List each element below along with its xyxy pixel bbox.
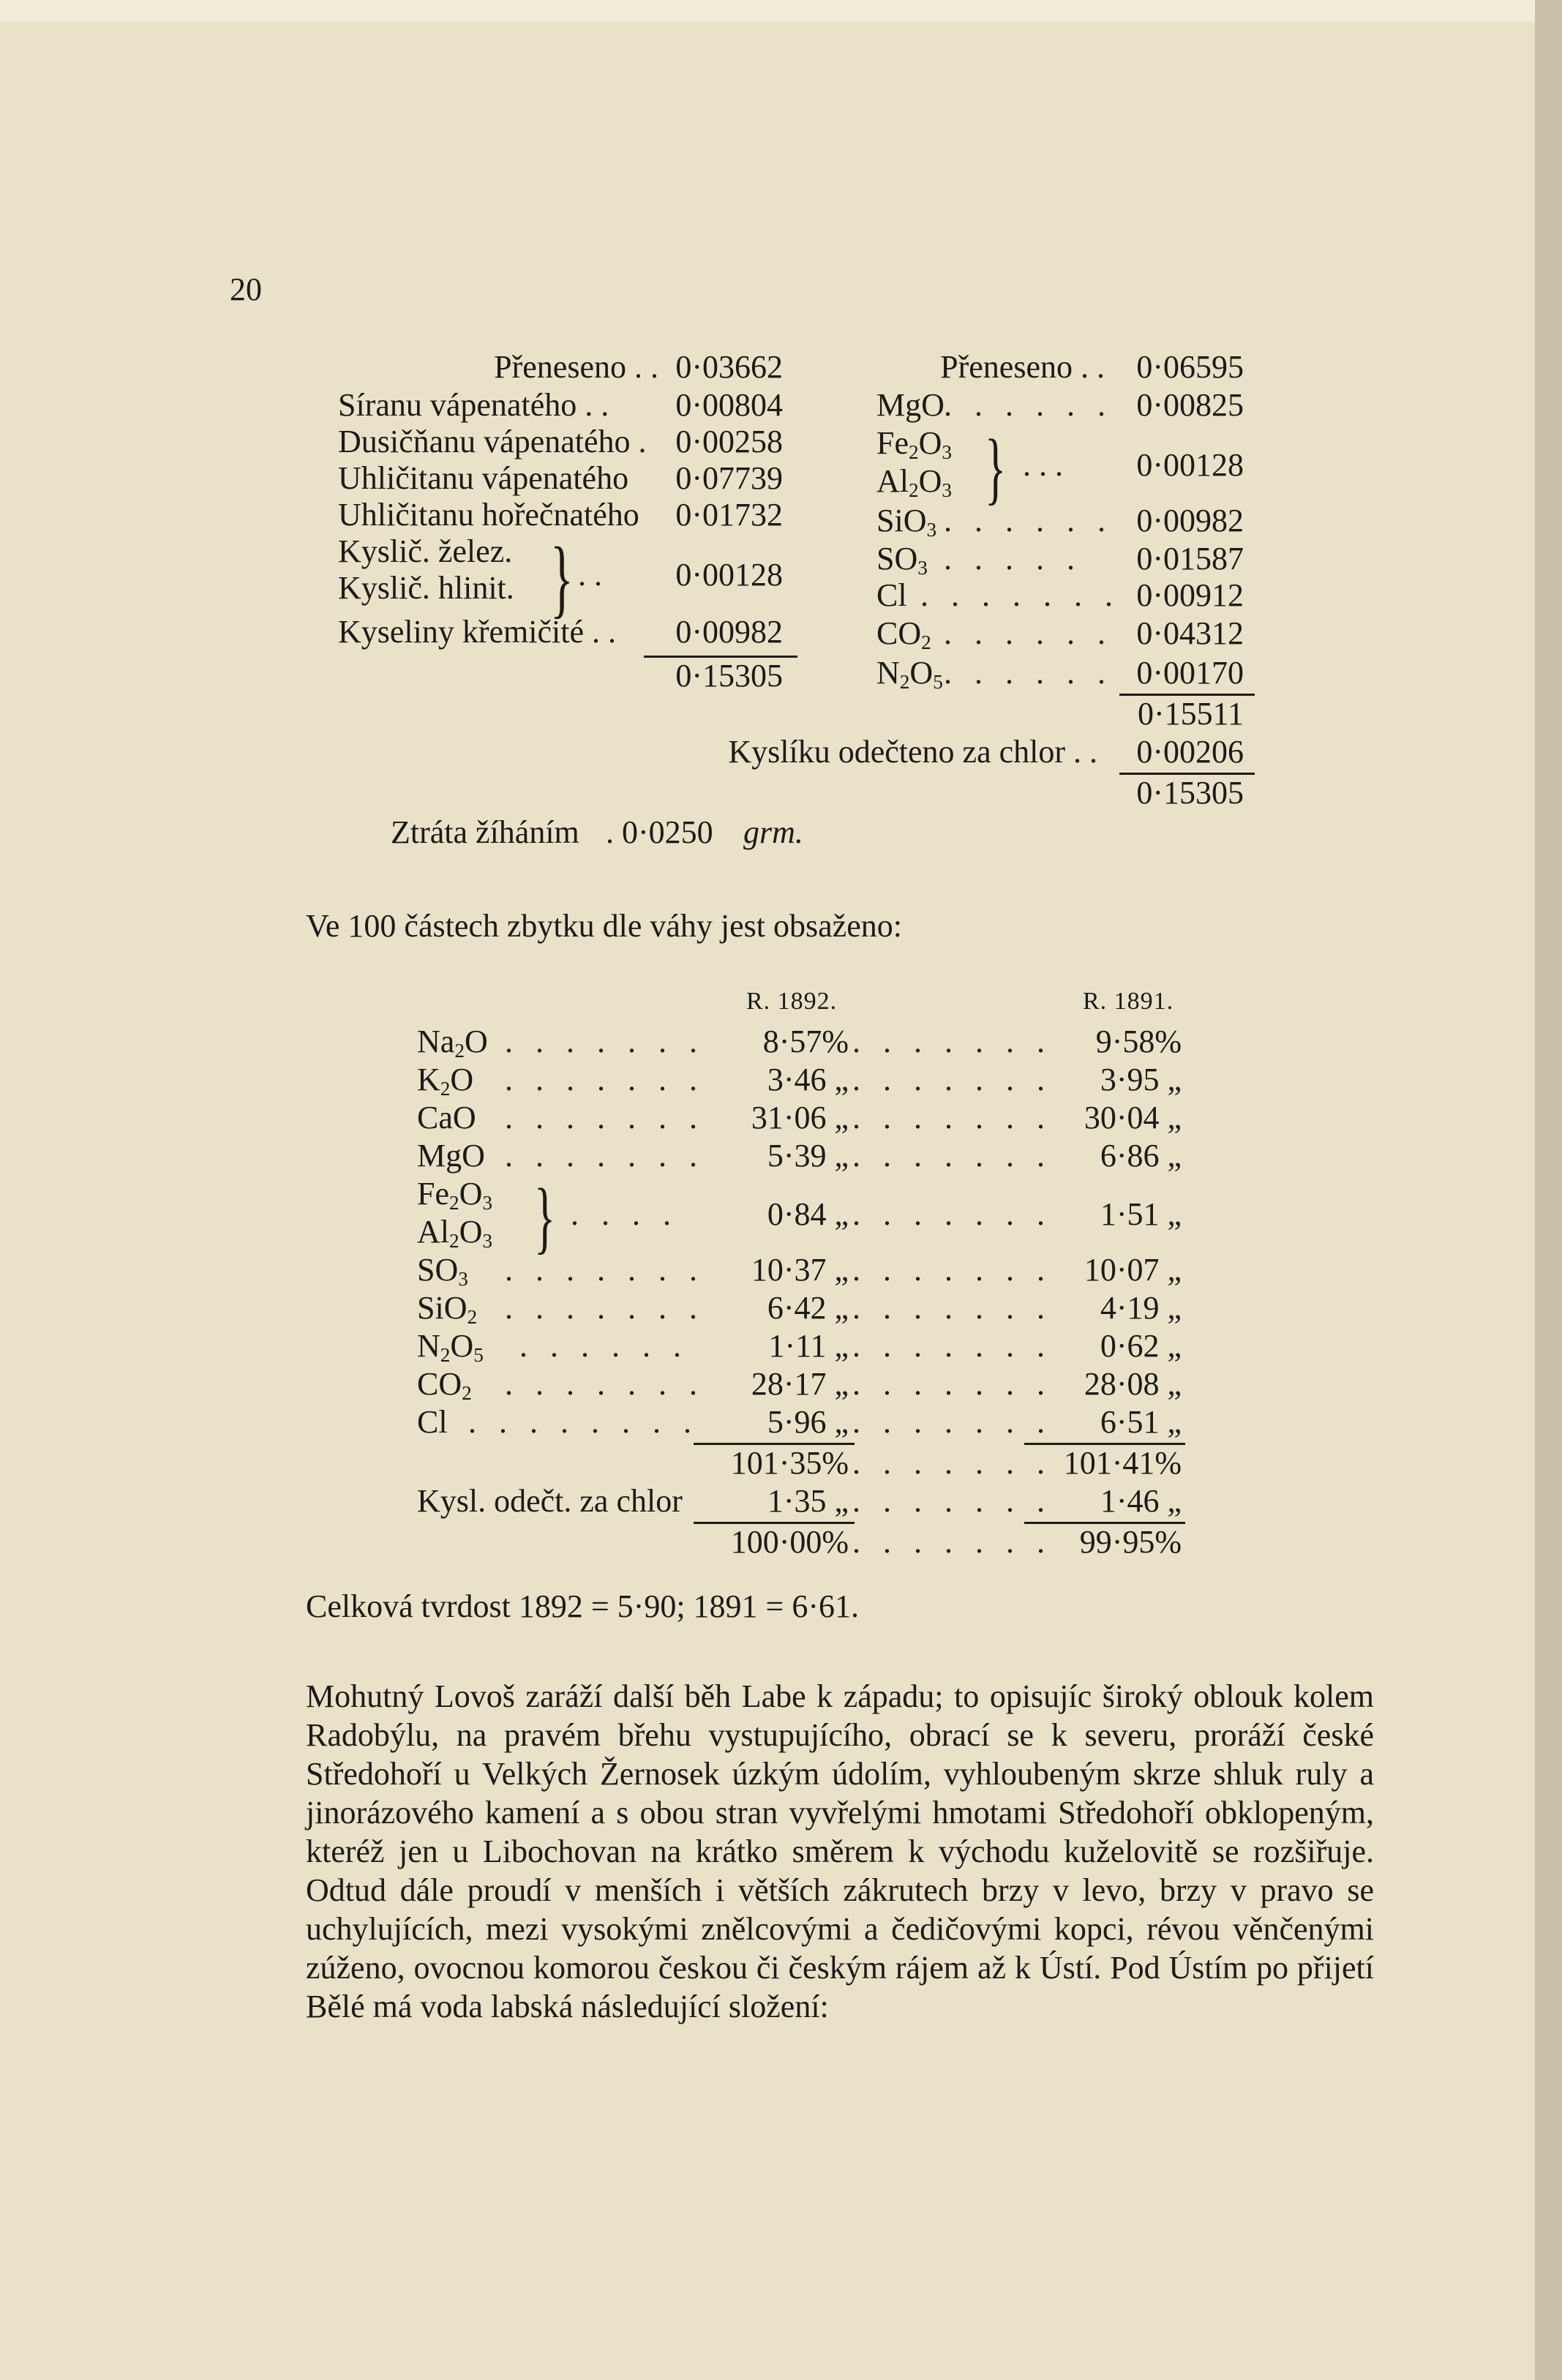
leader-dots: . . . . . . . bbox=[852, 1196, 1052, 1232]
right-row-label: Přeneseno . . bbox=[940, 349, 1105, 385]
scan-border-right bbox=[1535, 0, 1562, 2380]
page-number: 20 bbox=[230, 271, 262, 307]
total-1892: 100·00% bbox=[730, 1524, 849, 1560]
left-row-label: Síranu vápenatého . . bbox=[338, 387, 609, 423]
right-row-formula: $Al_2O_3$ bbox=[876, 463, 953, 501]
right-subtotal: 0·15511 bbox=[1137, 696, 1244, 732]
formula-element: N bbox=[876, 655, 900, 691]
body-paragraph: Mohutný Lovoš zaráží další běh Labe k západu; to opisujíc široký oblouk kolem Radobýlu, na pravém břehu vystupujícího, obrací se k severu, proráží české Středohoří u Velkých Žernosek úzkým údolím, vyhloubeným skrze shluk ruly a jinorázového kamení a s obou stran vyvřelými hmotami Středohoří obklopeným, kteréž jen u Libochovan na krátko směrem k východu kuželovitě se rozšiřuje. Odtud dále proudí v menších i větších zákrutech brzy v levo, brzy v pravo se uchylujících, mezi vysokými znělcovými a čedičovými kopci, révou věnčenými zúženo, ovocnou komorou českou či českým rájem až k Ústí. Pod Ústím po přijetí Bělé má voda labská následující složení: bbox=[306, 1678, 1374, 2024]
right-row-dots: . . . . . . bbox=[944, 655, 1113, 691]
right-row-formula: $CO_2$ bbox=[876, 615, 931, 653]
left-row-label: Přeneseno . . bbox=[494, 349, 658, 385]
value-1891: 10·07 „ bbox=[1084, 1252, 1182, 1288]
oxygen-label: Kyslíku odečteno za chlor . . bbox=[728, 734, 1097, 770]
leader-dots: . . . . . . . bbox=[852, 1062, 1052, 1097]
left-row-label: Kyslič. hlinit. bbox=[338, 570, 514, 606]
leader-dots: . . . . . . . bbox=[505, 1366, 705, 1402]
scan-border-top bbox=[0, 0, 1562, 22]
value-1892: 6·42 „ bbox=[767, 1290, 849, 1326]
right-row-value: 0·01587 bbox=[1136, 541, 1244, 577]
value-1891: 28·08 „ bbox=[1084, 1366, 1182, 1402]
right-row-label: MgO bbox=[876, 387, 945, 423]
formula-label: $SO_3$ bbox=[417, 1252, 468, 1290]
left-row-value: 0·00258 bbox=[675, 424, 783, 459]
leader-dots: . . . . . . . bbox=[505, 1138, 705, 1174]
right-row-dots: . . . . . . bbox=[944, 387, 1113, 423]
left-row-value: 0·03662 bbox=[675, 349, 783, 385]
leader-dots: . . . . . . . bbox=[505, 1252, 705, 1288]
formula-element: SO bbox=[876, 541, 918, 577]
right-row-dots: . . . . . . . bbox=[920, 577, 1120, 613]
left-row-label: Dusičňanu vápenatého . bbox=[338, 424, 647, 459]
right-row-value: 0·00982 bbox=[1136, 503, 1244, 538]
left-row-value: 0·07739 bbox=[675, 460, 783, 496]
column-header: R. 1892. bbox=[746, 988, 838, 1015]
leader-dots: . . . . . . . bbox=[852, 1328, 1052, 1364]
brace: } bbox=[534, 1172, 556, 1261]
right-row-value: 0·04312 bbox=[1136, 615, 1244, 651]
left-row-label: Kyslič. želez. bbox=[338, 533, 513, 569]
left-row-label: Uhličitanu hořečnatého bbox=[338, 497, 639, 533]
percent-intro: Ve 100 částech zbytku dle váhy jest obsaženo: bbox=[306, 908, 902, 944]
formula-label: $CO_2$ bbox=[417, 1366, 472, 1404]
leader-dots: . . . . . . . bbox=[852, 1252, 1052, 1288]
value-1892: 0·84 „ bbox=[767, 1196, 849, 1232]
leader-dots: . . . . . . bbox=[519, 1328, 688, 1364]
leader-dots: . . . . . . . bbox=[852, 1100, 1052, 1135]
brace: } bbox=[985, 423, 1007, 512]
leader-dots: . . . . . . . . bbox=[468, 1404, 699, 1440]
value-1892: 28·17 „ bbox=[751, 1366, 849, 1402]
leader-dots: . . . . . . . bbox=[852, 1366, 1052, 1402]
right-row-value: 0·06595 bbox=[1136, 349, 1244, 385]
right-row-dots: . . . bbox=[1023, 447, 1063, 483]
value-1892: 5·39 „ bbox=[767, 1138, 849, 1174]
right-row-formula: $N_2O_5$ bbox=[876, 655, 943, 693]
right-row-formula: $SO_3$ bbox=[876, 541, 928, 579]
formula-label: $Fe_2O_3$ bbox=[417, 1176, 493, 1214]
formula-label: $N_2O_5$ bbox=[417, 1328, 484, 1366]
formula-element: CO bbox=[876, 615, 922, 651]
leader-dots: . . . . . . . bbox=[852, 1290, 1052, 1326]
formula-element: Fe bbox=[876, 425, 909, 461]
brace: } bbox=[550, 529, 574, 626]
formula-label: $Al_2O_3$ bbox=[417, 1214, 493, 1252]
right-row-value: 0·00128 bbox=[1136, 447, 1244, 483]
formula-label: Cl bbox=[417, 1404, 448, 1440]
right-row-value: 0·00825 bbox=[1136, 387, 1244, 423]
leader-dots: . . . . . . . bbox=[505, 1062, 705, 1097]
value-1892: 8·57% bbox=[762, 1024, 849, 1059]
oxygen-row-label: Kysl. odečt. za chlor bbox=[417, 1483, 683, 1519]
right-row-dots: . . . . . . bbox=[944, 615, 1113, 651]
leader-dots: . . . . bbox=[571, 1196, 678, 1232]
leader-dots: . . . . . . . bbox=[852, 1524, 1052, 1560]
leader-dots: . . . . . . . bbox=[852, 1483, 1052, 1519]
oxygen-value: 0·00206 bbox=[1136, 734, 1244, 770]
left-row-value: 0·00982 bbox=[675, 614, 783, 650]
value-1892: 10·37 „ bbox=[751, 1252, 849, 1288]
value-1892: 5·96 „ bbox=[767, 1404, 849, 1440]
value-1891: 0·62 „ bbox=[1100, 1328, 1182, 1364]
right-row-value: 0·00912 bbox=[1136, 577, 1244, 613]
left-row-value: 0·00128 bbox=[675, 557, 783, 593]
right-row-dots: . . . . . bbox=[944, 541, 1082, 577]
left-row-label: Uhličitanu vápenatého bbox=[338, 460, 629, 496]
loss-value: . 0·0250 bbox=[606, 814, 713, 850]
value-1891: 3·95 „ bbox=[1100, 1062, 1182, 1097]
leader-dots: . . . . . . . bbox=[852, 1445, 1052, 1481]
value-1891: 30·04 „ bbox=[1084, 1100, 1182, 1135]
leader-dots: . . . . . . . bbox=[505, 1290, 705, 1326]
column-header: R. 1891. bbox=[1083, 988, 1174, 1015]
formula-label: $K_2O$ bbox=[417, 1062, 474, 1100]
formula-element: SiO bbox=[876, 503, 927, 538]
value-1891: 4·19 „ bbox=[1100, 1290, 1182, 1326]
total-1891: 99·95% bbox=[1079, 1524, 1182, 1560]
left-row-value: 0·01732 bbox=[675, 497, 783, 533]
loss-unit: grm. bbox=[743, 814, 803, 850]
left-row-value: 0·00804 bbox=[675, 387, 783, 423]
formula-element: Al bbox=[876, 463, 909, 499]
value-1891: 6·51 „ bbox=[1100, 1404, 1182, 1440]
leader-dots: . . . . . . . bbox=[852, 1404, 1052, 1440]
value-1891: 1·51 „ bbox=[1100, 1196, 1182, 1232]
left-row-dots: . . bbox=[578, 557, 602, 593]
oxygen-1891: 1·46 „ bbox=[1100, 1483, 1182, 1519]
sum-1892: 101·35% bbox=[730, 1445, 849, 1481]
value-1891: 6·86 „ bbox=[1100, 1138, 1182, 1174]
formula-label: CaO bbox=[417, 1100, 476, 1135]
hardness-line: Celková tvrdost 1892 = 5·90; 1891 = 6·61. bbox=[306, 1588, 860, 1624]
right-total: 0·15305 bbox=[1136, 775, 1244, 811]
leader-dots: . . . . . . . bbox=[505, 1100, 705, 1135]
leader-dots: . . . . . . . bbox=[852, 1024, 1052, 1059]
formula-label: $Na_2O$ bbox=[417, 1024, 488, 1062]
value-1892: 31·06 „ bbox=[751, 1100, 849, 1135]
oxygen-1892: 1·35 „ bbox=[767, 1483, 849, 1519]
formula-label: SiO$_2$ bbox=[417, 1290, 478, 1328]
sum-1891: 101·41% bbox=[1063, 1445, 1182, 1481]
right-row-formula: SiO$_3$ bbox=[876, 503, 937, 541]
leader-dots: . . . . . . . bbox=[852, 1138, 1052, 1174]
right-row-dots: . . . . . . bbox=[944, 503, 1113, 538]
loss-label: Ztráta žíháním bbox=[391, 814, 579, 850]
value-1892: 1·11 „ bbox=[768, 1328, 849, 1364]
formula-label: MgO bbox=[417, 1138, 485, 1174]
left-total: 0·15305 bbox=[675, 658, 783, 694]
leader-dots: . . . . . . . bbox=[505, 1024, 705, 1059]
right-row-value: 0·00170 bbox=[1136, 655, 1244, 691]
right-row-label: Cl bbox=[876, 577, 907, 613]
value-1891: 9·58% bbox=[1095, 1024, 1182, 1059]
value-1892: 3·46 „ bbox=[767, 1062, 849, 1097]
right-row-formula: $Fe_2O_3$ bbox=[876, 425, 953, 463]
left-row-label: Kyseliny křemičité . . bbox=[338, 614, 617, 650]
